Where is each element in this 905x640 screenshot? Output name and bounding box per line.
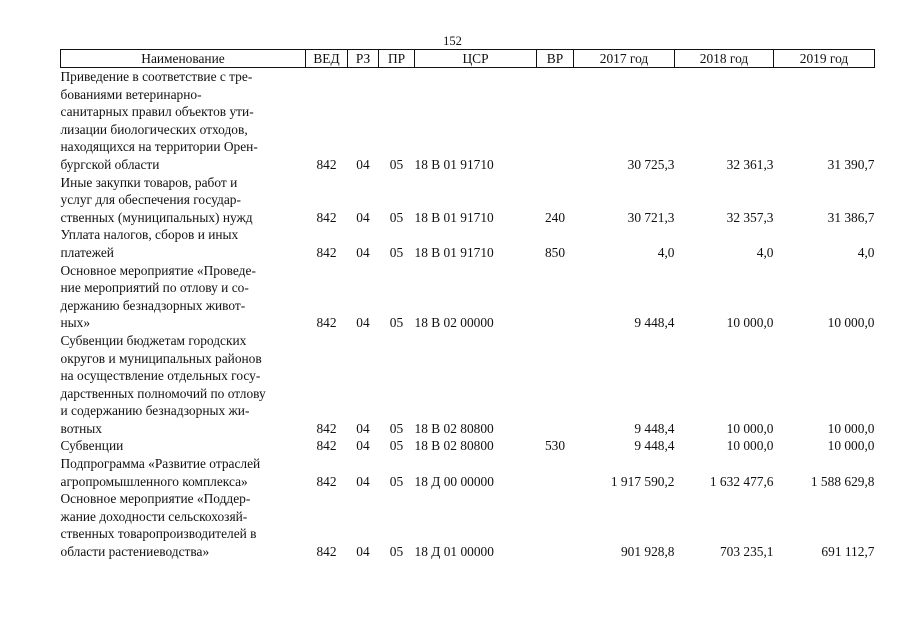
row-vr: [537, 490, 574, 560]
row-2019: 10 000,0: [827, 420, 875, 436]
row-name: [61, 68, 306, 174]
row-name-line: услуг для обеспечения государ-: [60, 192, 241, 208]
row-2018: 10 000,0: [726, 315, 774, 331]
row-pr: 05: [389, 315, 404, 331]
row-rz: 04: [356, 420, 370, 436]
table-header-row: [61, 50, 875, 68]
row-2019: 10 000,0: [827, 438, 875, 454]
row-name-line: на осуществление отдельных госу-: [60, 368, 261, 384]
table-row: [61, 455, 875, 490]
row-name-line: платежей: [60, 244, 114, 260]
row-csr: 18 Д 00 00000: [414, 473, 494, 489]
row-name-line: санитарных правил объектов ути-: [60, 104, 254, 120]
col-header-2017: 2017 год: [574, 50, 675, 68]
row-name-line: Подпрограмма «Развитие отраслей: [60, 456, 261, 472]
col-header-vr: ВР: [537, 50, 574, 68]
row-ved: 842: [316, 244, 337, 260]
col-header-pr: ПР: [379, 50, 415, 68]
row-2018: 10 000,0: [726, 438, 774, 454]
row-vr: [537, 68, 574, 174]
table-row: [61, 332, 875, 438]
row-vr: [537, 332, 574, 438]
row-vr: 850: [544, 244, 566, 260]
row-2017: 30 725,3: [627, 156, 675, 172]
row-rz: 04: [356, 315, 370, 331]
col-header-2018: 2018 год: [675, 50, 774, 68]
row-name-line: Основное мероприятие «Проведе-: [60, 262, 256, 278]
row-ved: 842: [316, 156, 337, 172]
row-name-line: лизации биологических отходов,: [60, 121, 248, 137]
row-ved: 842: [316, 315, 337, 331]
row-name-line: ственных (муниципальных) нужд: [60, 209, 253, 225]
row-2019: 10 000,0: [827, 315, 875, 331]
col-header-ved: ВЕД: [306, 50, 348, 68]
table-row: [61, 68, 875, 174]
row-rz: 04: [356, 544, 370, 560]
row-2018: 32 357,3: [726, 209, 774, 225]
row-rz: 04: [356, 473, 370, 489]
row-name-line: дарственных полномочий по отлову: [60, 385, 266, 401]
row-name-line: бованиями ветеринарно-: [60, 86, 202, 102]
row-2019: 31 390,7: [827, 156, 875, 172]
row-name-line: вотных: [60, 420, 102, 436]
row-2017: 4,0: [657, 244, 675, 260]
row-csr: 18 Д 01 00000: [414, 544, 494, 560]
row-name-line: находящихся на территории Орен-: [60, 139, 258, 155]
table-row: [61, 490, 875, 560]
row-name-line: держанию безнадзорных живот-: [60, 297, 246, 313]
col-header-csr: ЦСР: [415, 50, 537, 68]
row-rz: 04: [356, 209, 370, 225]
col-header-2019: 2019 год: [774, 50, 875, 68]
row-2019: 31 386,7: [827, 209, 875, 225]
row-ved: 842: [316, 438, 337, 454]
row-name-line: Основное мероприятие «Поддер-: [60, 491, 251, 507]
row-csr: 18 В 01 91710: [414, 156, 494, 172]
row-ved: 842: [316, 209, 337, 225]
row-name-line: жание доходности сельскохозяй-: [60, 508, 248, 524]
row-ved: 842: [316, 473, 337, 489]
row-vr: 530: [544, 438, 566, 454]
row-csr: 18 В 01 91710: [414, 209, 494, 225]
row-name: [61, 332, 306, 438]
row-name-line: Уплата налогов, сборов и иных: [60, 227, 239, 243]
table-body: [61, 68, 875, 561]
col-header-name: Наименование: [61, 50, 306, 68]
row-pr: 05: [389, 420, 404, 436]
row-pr: 05: [389, 438, 404, 454]
row-name: [61, 262, 306, 332]
row-rz: 04: [356, 244, 370, 260]
row-vr: [537, 262, 574, 332]
row-pr: 05: [389, 156, 404, 172]
page-number: 152: [443, 34, 462, 48]
row-pr: 05: [389, 209, 404, 225]
row-csr: 18 В 02 80800: [414, 438, 494, 454]
row-name-line: ние мероприятий по отлову и со-: [60, 280, 249, 296]
row-2017: 901 928,8: [620, 544, 675, 560]
row-ved: 842: [316, 544, 337, 560]
row-name: [61, 490, 306, 560]
row-2017: 9 448,4: [634, 315, 675, 331]
table-row: [61, 262, 875, 332]
row-pr: 05: [389, 544, 404, 560]
row-2017: 30 721,3: [627, 209, 675, 225]
row-name-line: агропромышленного комплекса»: [60, 473, 248, 489]
row-2018: 4,0: [756, 244, 774, 260]
row-name-line: округов и муниципальных районов: [60, 350, 262, 366]
row-name-line: Субвенции бюджетам городских: [60, 332, 247, 348]
row-name-line: области растениеводства»: [60, 544, 210, 560]
row-2019: 1 588 629,8: [810, 473, 875, 489]
row-csr: 18 В 01 91710: [414, 244, 494, 260]
row-name-line: ных»: [60, 315, 91, 331]
row-ved: 842: [316, 420, 337, 436]
row-name-line: бургской области: [60, 156, 160, 172]
row-csr: 18 В 02 80800: [414, 420, 494, 436]
col-header-rz: РЗ: [348, 50, 379, 68]
row-2019: 691 112,7: [821, 544, 875, 560]
row-pr: 05: [389, 473, 404, 489]
row-name-line: Субвенции: [60, 438, 124, 454]
row-2017: 9 448,4: [634, 438, 675, 454]
table-row: [61, 174, 875, 227]
row-2018: 1 632 477,6: [709, 473, 774, 489]
row-rz: 04: [356, 438, 370, 454]
row-name-line: Приведение в соответствие с тре-: [60, 69, 253, 84]
row-2017: 9 448,4: [634, 420, 675, 436]
row-2017: 1 917 590,2: [610, 473, 675, 489]
table-row: [61, 226, 875, 261]
row-rz: 04: [356, 156, 370, 172]
budget-table: [60, 49, 875, 561]
row-2019: 4,0: [857, 244, 875, 260]
row-name-line: и содержанию безнадзорных жи-: [60, 403, 250, 419]
row-2018: 703 235,1: [719, 544, 774, 560]
row-name: [61, 455, 306, 490]
row-name: [61, 174, 306, 227]
row-name-line: Иные закупки товаров, работ и: [60, 174, 238, 190]
row-name: [61, 437, 306, 455]
row-vr: 240: [544, 209, 566, 225]
row-name-line: ственных товаропроизводителей в: [60, 526, 257, 542]
table-row: [61, 437, 875, 455]
row-name: [61, 226, 306, 261]
row-vr: [537, 455, 574, 490]
row-2018: 32 361,3: [726, 156, 774, 172]
row-csr: 18 В 02 00000: [414, 315, 494, 331]
row-2018: 10 000,0: [726, 420, 774, 436]
row-pr: 05: [389, 244, 404, 260]
